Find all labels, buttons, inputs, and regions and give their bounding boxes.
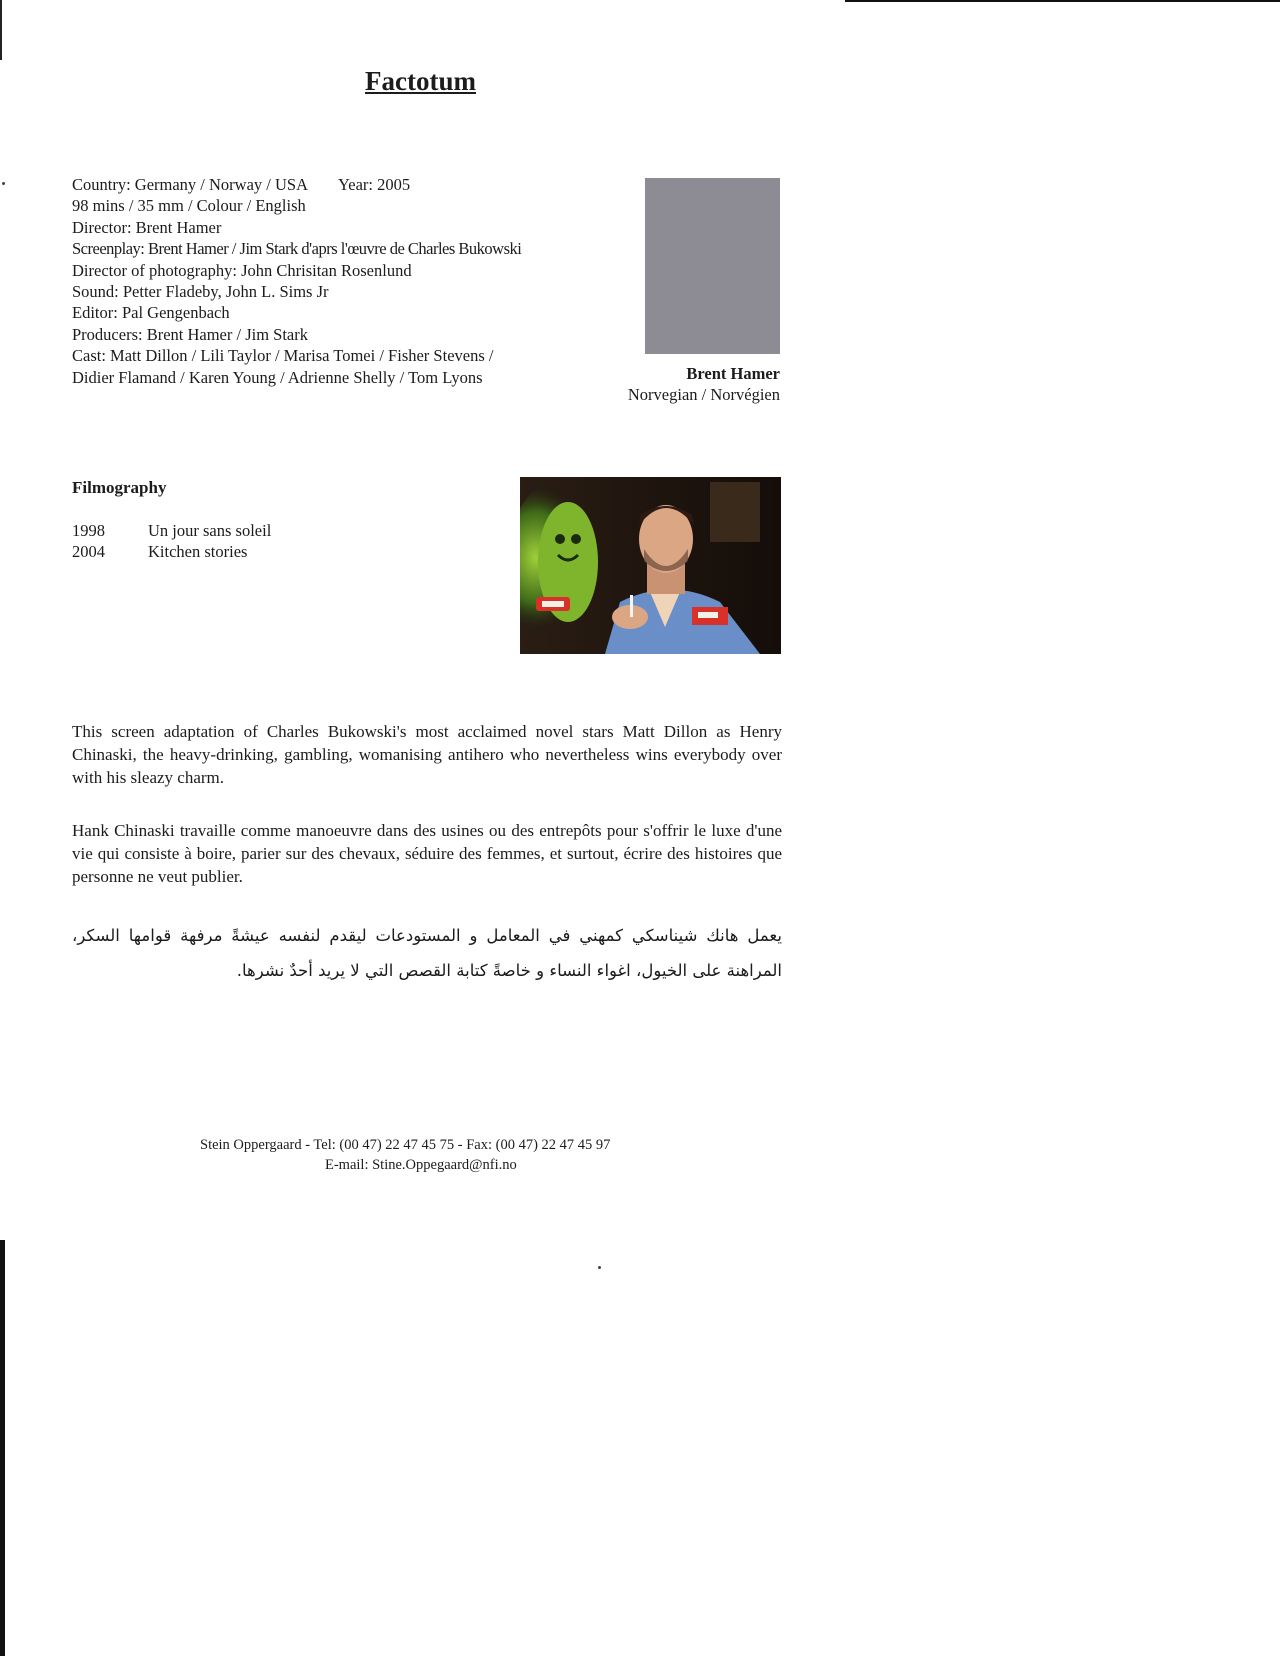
credits-block <box>72 174 612 388</box>
synopsis-arabic: يعمل هانك شيناسكي كمهني في المعامل و المستودعات ليقدم لنفسه عيشةً مرفهة قوامها السكر، المراهنة على الخيول، اغواء النساء و خاصةً كتابة القصص التي لا يريد أحدٌ نشرها. <box>72 926 782 980</box>
scan-speck <box>598 1266 601 1269</box>
credits-tech: 98 mins / 35 mm / Colour / English <box>72 196 306 216</box>
filmography-heading: Filmography <box>72 478 167 497</box>
filmography-list <box>72 520 271 562</box>
filmography-year: 2004 <box>72 542 105 561</box>
filmography-title: Un jour sans soleil <box>148 521 272 540</box>
scan-speck <box>2 182 5 185</box>
director-portrait-placeholder <box>645 178 780 354</box>
director-nationality: Norvegian / Norvégien <box>627 385 780 404</box>
credits-editor: Editor: Pal Gengenbach <box>72 303 230 323</box>
scan-edge-line-left-bottom <box>0 1240 5 1656</box>
filmography-title: Kitchen stories <box>148 542 248 561</box>
film-title: Factotum <box>365 66 476 96</box>
contact-block <box>200 1135 700 1175</box>
contact-phone-fax: Stein Oppergaard - Tel: (00 47) 22 47 45 75 - Fax: (00 47) 22 47 45 97 <box>200 1137 611 1153</box>
credits-director: Director: Brent Hamer <box>72 217 222 237</box>
credits-photography: Director of photography: John Chrisitan Rosenlund <box>72 260 412 280</box>
filmography-entry <box>72 520 271 541</box>
credits-producers: Producers: Brent Hamer / Jim Stark <box>72 324 308 344</box>
synopsis-french: Hank Chinaski travaille comme manoeuvre dans des usines ou des entrepôts pour s'offrir le luxe d'une vie qui consiste à boire, parier sur des chevaux, séduire des femmes, et surtout, écrire des histoires que personne ne veut publier. <box>72 821 782 886</box>
credits-country-row <box>72 174 612 195</box>
director-name: Brent Hamer <box>686 364 780 383</box>
film-still-photo <box>520 477 781 654</box>
synopsis-english: This screen adaptation of Charles Bukowski's most acclaimed novel stars Matt Dillon as Henry Chinaski, the heavy-drinking, gambling, womanising antihero who nevertheless wins everybody over with his sleazy charm. <box>72 722 782 787</box>
credits-cast-line1: Cast: Matt Dillon / Lili Taylor / Marisa Tomei / Fisher Stevens / <box>72 346 494 366</box>
film-still-illustration <box>520 477 781 654</box>
credits-screenplay: Screenplay: Brent Hamer / Jim Stark d'aprs l'œuvre de Charles Bukowski <box>72 239 522 259</box>
credits-year: Year: 2005 <box>338 175 411 194</box>
filmography-entry <box>72 541 271 562</box>
scan-edge-line-top <box>845 0 1280 2</box>
credits-country: Country: Germany / Norway / USA <box>72 175 309 194</box>
filmography-year: 1998 <box>72 521 105 540</box>
scan-edge-line-left <box>0 0 2 60</box>
contact-email: E-mail: Stine.Oppegaard@nfi.no <box>325 1157 517 1173</box>
credits-cast-line2: Didier Flamand / Karen Young / Adrienne Shelly / Tom Lyons <box>72 367 483 387</box>
credits-sound: Sound: Petter Fladeby, John L. Sims Jr <box>72 282 329 302</box>
